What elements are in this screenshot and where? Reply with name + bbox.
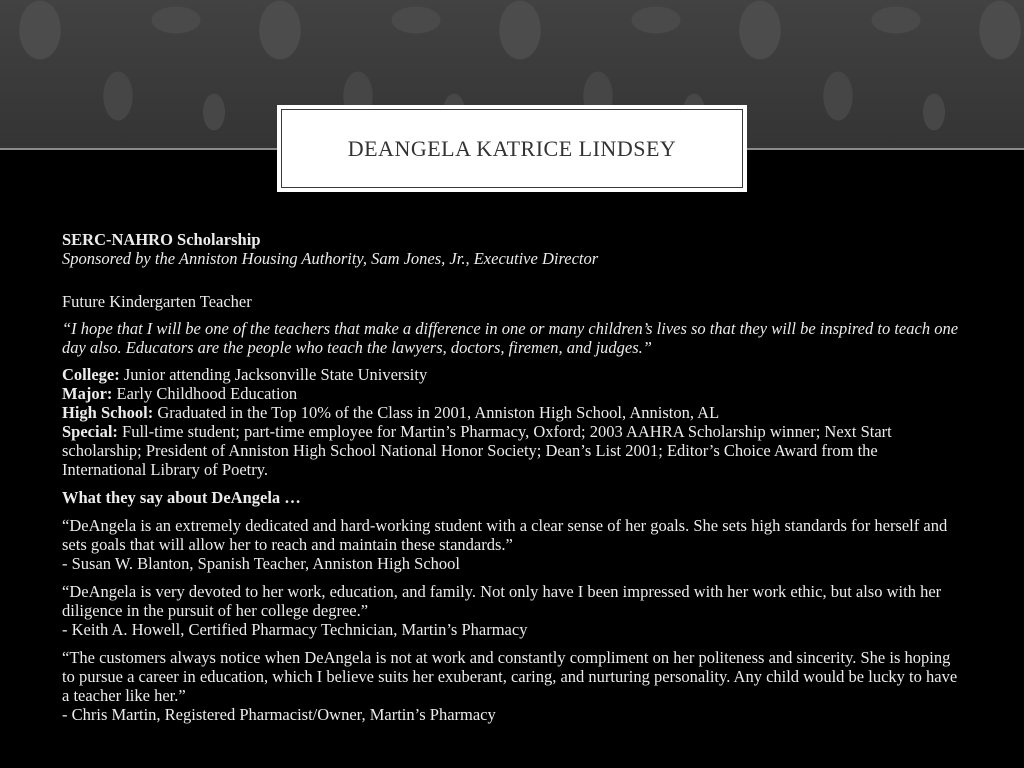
career-goal: Future Kindergarten Teacher [62, 292, 252, 311]
student-quote-text: “I hope that I will be one of the teachers that make a difference in one or many children’s lives so that they will be inspired to teach one day also. Educators are the people who teach the lawyers, doctors, firemen, and judges.” [62, 319, 959, 357]
special-label: Special: [62, 422, 118, 441]
highschool-label: High School: [62, 403, 154, 422]
page-title: DEANGELA KATRICE LINDSEY [347, 135, 677, 161]
title-frame [281, 109, 743, 188]
testimonial-author: - Susan W. Blanton, Spanish Teacher, Anniston High School [62, 554, 460, 573]
profile-block [62, 365, 962, 479]
testimonials-heading [62, 488, 962, 507]
testimonial-text: “DeAngela is very devoted to her work, education, and family. Not only have I been impressed with her work ethic, but also with her diligence in the pursuit of her college degree.” [62, 582, 942, 620]
major-label: Major: [62, 384, 113, 403]
scholarship-sponsor: Sponsored by the Anniston Housing Authority, Sam Jones, Jr., Executive Director [62, 249, 599, 268]
testimonial [62, 516, 962, 573]
testimonial-text: “The customers always notice when DeAngela is not at work and constantly compliment on her politeness and sincerity. She is hoping to pursue a career in education, which I believe suits her exuberant, caring, and nurturing personality. Any child would be lucky to have a teacher like her.” [62, 648, 958, 705]
special-value: Full-time student; part-time employee for Martin’s Pharmacy, Oxford; 2003 AAHRA Scholarship winner; Next Start scholarship; President of Anniston High School National Honor Society; Dean’s List 2001; Editor’s Choice Award from the International Library of Poetry. [62, 422, 892, 479]
college-value: Junior attending Jacksonville State University [119, 365, 428, 384]
scholarship-block [62, 230, 962, 268]
testimonial [62, 582, 962, 639]
title-box [277, 105, 747, 192]
highschool-value: Graduated in the Top 10% of the Class in 2001, Anniston High School, Anniston, AL [153, 403, 720, 422]
testimonial-text: “DeAngela is an extremely dedicated and hard-working student with a clear sense of her goals. She sets high standards for herself and sets goals that will allow her to reach and maintain these standards.” [62, 516, 948, 554]
testimonial-author: - Chris Martin, Registered Pharmacist/Owner, Martin’s Pharmacy [62, 705, 496, 724]
student-quote [62, 319, 962, 357]
slide-content [62, 230, 962, 724]
scholarship-name: SERC-NAHRO Scholarship [62, 230, 261, 249]
testimonials-heading-text: What they say about DeAngela … [62, 488, 301, 507]
testimonial-author: - Keith A. Howell, Certified Pharmacy Technician, Martin’s Pharmacy [62, 620, 528, 639]
major-value: Early Childhood Education [112, 384, 298, 403]
testimonial [62, 648, 962, 724]
college-label: College: [62, 365, 120, 384]
